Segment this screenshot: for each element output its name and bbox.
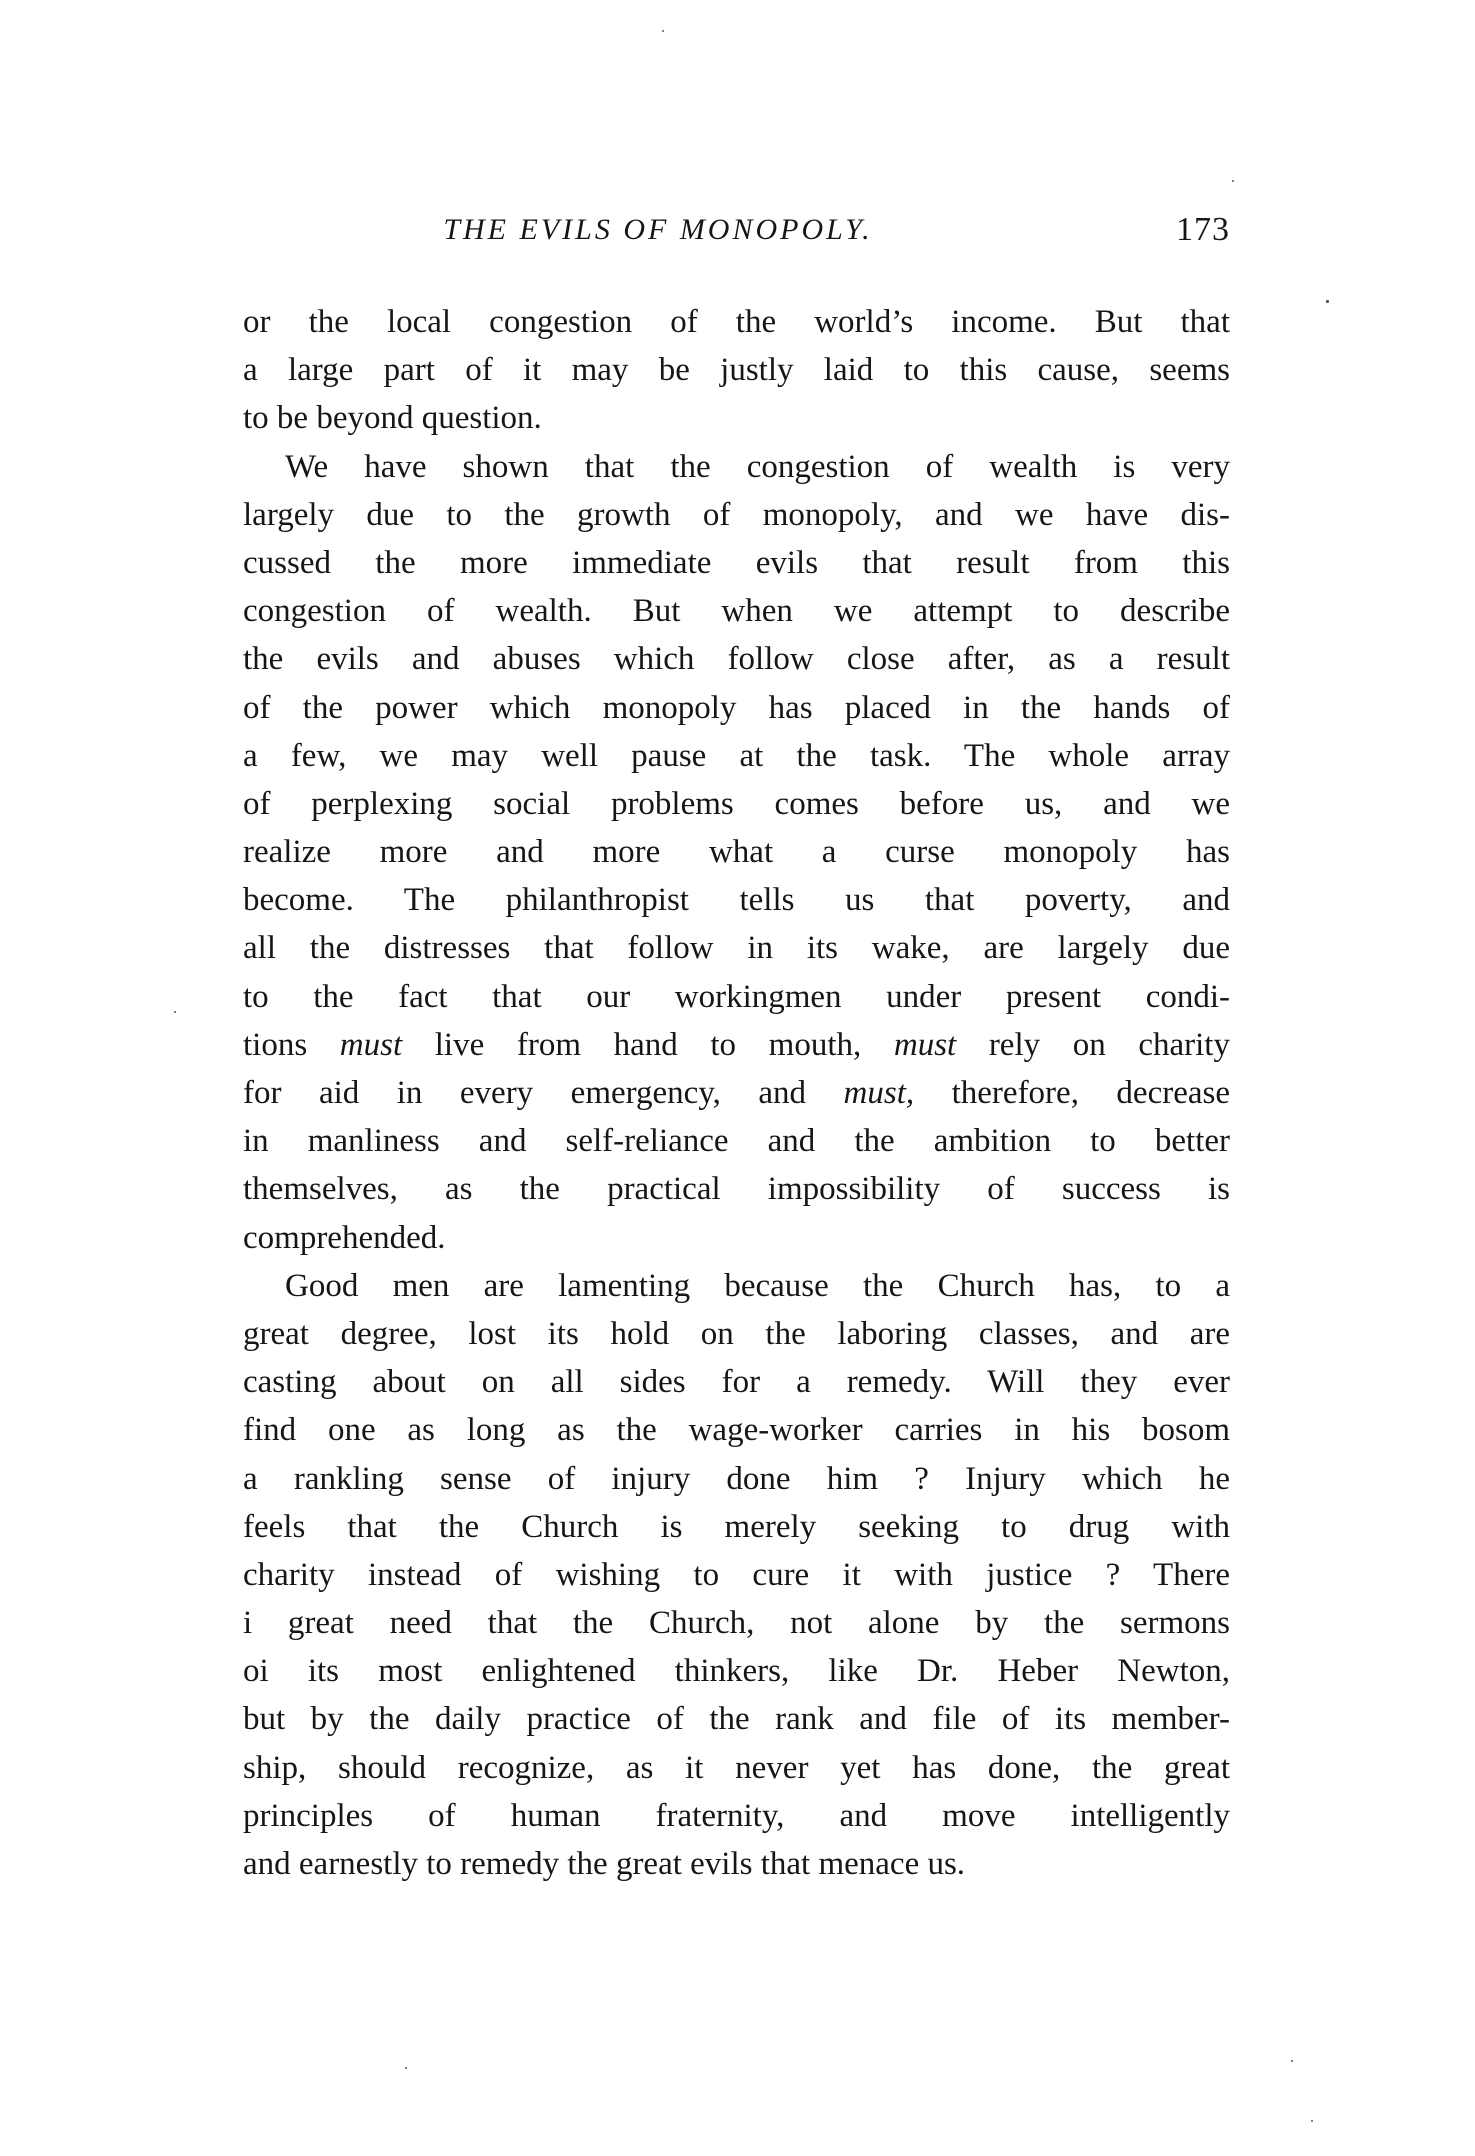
text-line: of perplexing social problems comes before us, and we [243,785,1230,822]
text-line: ship, should recognize, as it never yet has done, the great [243,1749,1230,1786]
scan-speck [1232,180,1234,182]
scan-speck [662,30,664,32]
text-line: great degree, lost its hold on the laboring classes, and are [243,1315,1230,1352]
text-line: feels that the Church is merely seeking to drug with [243,1508,1230,1545]
text-line: of the power which monopoly has placed in the hands of [243,689,1230,726]
text-line: the evils and abuses which follow close after, as a result [243,641,1230,678]
italic-emphasis: must, [843,1075,915,1111]
text-segment: rely on charity [956,1026,1230,1063]
text-line: congestion of wealth. But when we attempt to describe [243,593,1230,630]
italic-emphasis: must [339,1026,403,1063]
text-line: become. The philanthropist tells us that poverty, and [243,882,1230,919]
text-line [243,1069,1230,1117]
text-line: find one as long as the wage-worker carries in his bosom [243,1412,1230,1449]
body-text [243,298,1230,1888]
text-line: or the local congestion of the world’s income. But that [243,304,1230,340]
text-line: to the fact that our workingmen under present condi- [243,978,1230,1015]
text-segment: for aid in every emergency, and [243,1075,844,1111]
text-segment: tions [243,1026,340,1063]
scan-speck [1291,2060,1293,2062]
page-number: 173 [1176,211,1230,248]
text-line: Good men are lamenting because the Church has, to a [285,1267,1230,1304]
text-line: i great need that the Church, not alone by the sermons [243,1605,1230,1642]
text-line: to be beyond question. [243,400,542,437]
running-head [243,205,1230,255]
paragraph [243,298,1230,443]
scan-speck [1311,2120,1313,2122]
text-line: but by the daily practice of the rank and file of its member- [243,1701,1230,1738]
text-line: themselves, as the practical impossibility of success is [243,1171,1230,1208]
text-line: cussed the more immediate evils that result from this [243,544,1230,581]
scan-speck [405,2067,407,2069]
text-line: all the distresses that follow in its wake, are largely due [243,930,1230,967]
text-line: casting about on all sides for a remedy. Will they ever [243,1364,1230,1401]
text-line: a large part of it may be justly laid to this cause, seems [243,352,1230,389]
italic-emphasis: must [893,1026,957,1063]
text-line: in manliness and self-reliance and the ambition to better [243,1123,1230,1160]
text-line: oi its most enlightened thinkers, like Dr. Heber Newton, [243,1653,1230,1690]
text-segment: live from hand to mouth, [402,1026,894,1063]
text-line: realize more and more what a curse monopoly has [243,834,1230,871]
paragraph [243,1262,1230,1888]
text-line: We have shown that the congestion of wealth is very [285,448,1230,485]
text-line: and earnestly to remedy the great evils that menace us. [243,1846,966,1882]
text-line: comprehended. [243,1219,446,1256]
running-title: THE EVILS OF MONOPOLY. [443,213,873,246]
text-line: largely due to the growth of monopoly, and we have dis- [243,496,1230,533]
text-line: a rankling sense of injury done him ? Injury which he [243,1460,1230,1497]
scan-speck [174,1011,176,1013]
paragraph [243,443,1230,1262]
text-line: principles of human fraternity, and move intelligently [243,1797,1230,1834]
scan-speck [1326,300,1329,303]
text-line [243,1021,1230,1069]
text-line: a few, we may well pause at the task. The whole array [243,737,1230,774]
text-line: charity instead of wishing to cure it with justice ? There [243,1556,1230,1593]
text-segment: therefore, decrease [914,1075,1230,1111]
